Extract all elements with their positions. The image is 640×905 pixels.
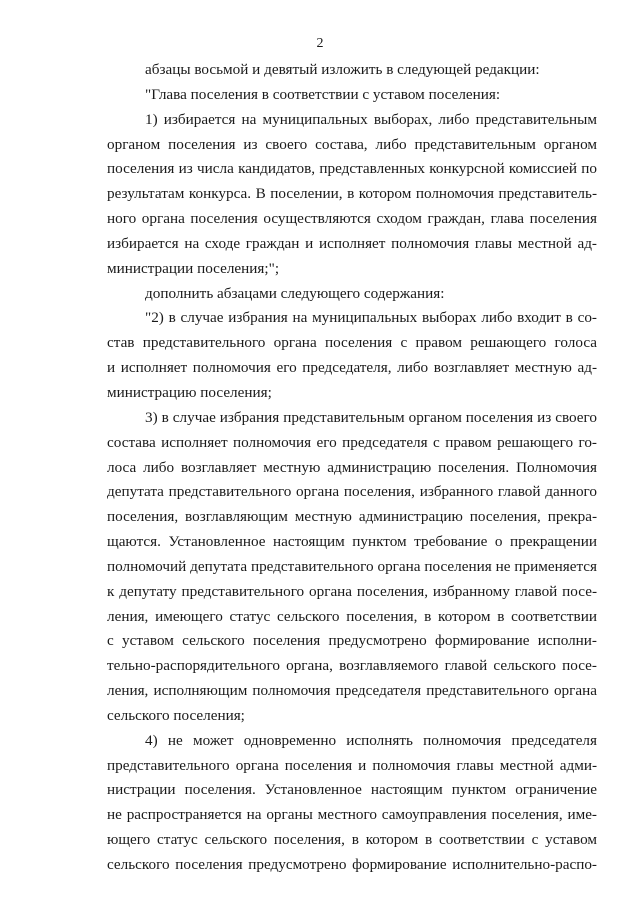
text-line: щаются. Установленное настоящим пунктом требование о прекращении bbox=[107, 533, 597, 551]
text-line: поселения, возглавляющим местную администрацию поселения, прекра- bbox=[107, 508, 597, 526]
text-line: нистрации поселения. Установленное настоящим пунктом ограничение bbox=[107, 781, 597, 799]
text-line: ления, исполняющим полномочия председателя представительного органа bbox=[107, 682, 597, 700]
text-line: полномочий депутата представительного органа поселения не применяется bbox=[107, 557, 597, 575]
text-line: "Глава поселения в соответствии с уставом поселения: bbox=[145, 85, 501, 103]
text-line: состава исполняет полномочия его председателя с правом решающего го- bbox=[107, 433, 597, 451]
text-line: ления, имеющего статус сельского поселения, в котором в соответствии bbox=[107, 607, 597, 625]
text-line: "2) в случае избрания на муниципальных выборах либо входит в со- bbox=[145, 309, 597, 327]
text-line: результатам конкурса. В поселении, в котором полномочия представитель- bbox=[107, 185, 597, 203]
document-body bbox=[107, 58, 597, 878]
text-line: став представительного органа поселения с правом решающего голоса bbox=[107, 334, 597, 352]
text-line: ющего статус сельского поселения, в котором в соответствии с уставом bbox=[107, 831, 597, 849]
text-line: дополнить абзацами следующего содержания: bbox=[145, 284, 445, 302]
text-line: и исполняет полномочия его председателя, либо возглавляет местную ад- bbox=[107, 359, 597, 377]
text-line: сельского поселения предусмотрено формирование исполнительно-распо- bbox=[107, 856, 597, 873]
page-number: 2 bbox=[316, 36, 324, 51]
text-line: сельского поселения; bbox=[107, 706, 245, 724]
text-line: представительного органа поселения и полномочия главы местной адми- bbox=[107, 756, 597, 774]
text-line: с уставом сельского поселения предусмотрено формирование исполни- bbox=[107, 632, 597, 650]
text-line: ного органа поселения осуществляются сходом граждан, глава поселения bbox=[107, 210, 597, 228]
text-line: 4) не может одновременно исполнять полномочия председателя bbox=[145, 731, 597, 749]
text-line: депутата представительного органа поселения, избранного главой данного bbox=[107, 483, 597, 501]
text-line: 1) избирается на муниципальных выборах, либо представительным bbox=[145, 110, 597, 128]
text-line: органом поселения из своего состава, либо представительным органом bbox=[107, 135, 597, 153]
text-line: тельно-распорядительного органа, возглавляемого главой сельского посе- bbox=[107, 657, 597, 675]
text-line: министрацию поселения; bbox=[107, 383, 272, 401]
text-line: 3) в случае избрания представительным органом поселения из своего bbox=[145, 408, 597, 426]
text-line: к депутату представительного органа поселения, избранному главой посе- bbox=[107, 582, 597, 600]
text-line: абзацы восьмой и девятый изложить в следующей редакции: bbox=[145, 61, 540, 78]
text-line: избирается на сходе граждан и исполняет полномочия главы местной ад- bbox=[107, 234, 597, 252]
text-line: министрации поселения;"; bbox=[107, 259, 280, 277]
text-line: лоса либо возглавляет местную администрацию поселения. Полномочия bbox=[107, 458, 597, 476]
text-line: не распространяется на органы местного самоуправления поселения, име- bbox=[107, 806, 597, 824]
text-line: поселения из числа кандидатов, представленных конкурсной комиссией по bbox=[107, 160, 597, 178]
